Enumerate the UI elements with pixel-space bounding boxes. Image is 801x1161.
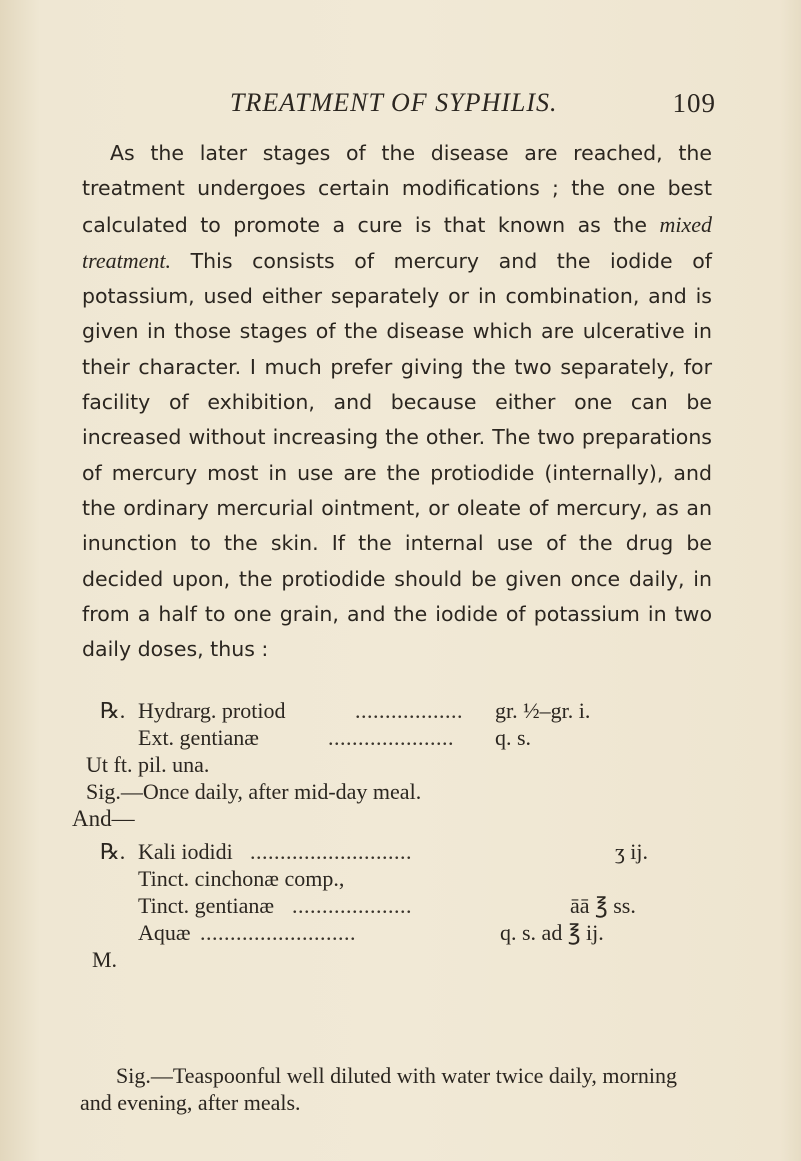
rx1-line-4	[86, 778, 710, 805]
page-number: 109	[672, 88, 716, 118]
rx2-leader-3: ....................	[292, 893, 412, 918]
rx2-leader-1: ...........................	[250, 839, 412, 864]
rx-symbol: ℞.	[100, 698, 126, 723]
main-paragraph	[82, 136, 712, 667]
rx2-sig	[80, 1062, 712, 1116]
rx2-drug-2: Tinct. cinchonæ comp.,	[138, 866, 345, 891]
rx1-drug-2: Ext. gentianæ	[138, 725, 259, 750]
rx2-line-5	[92, 946, 710, 973]
rx1-drug-1: Hydrarg. protiod	[138, 698, 286, 723]
rx2-line-2	[100, 865, 710, 892]
rx2-leader-4: ..........................	[200, 920, 356, 945]
rx2-drug-4: Aquæ	[138, 920, 191, 945]
rx1-instruction: Ut ft. pil. una.	[86, 752, 210, 777]
prescription-block	[72, 697, 710, 973]
rx2-line-4	[100, 919, 710, 946]
rx2-line-3	[100, 892, 710, 919]
rx2-misce: M.	[92, 947, 118, 972]
rx1-leader-1: ..................	[355, 698, 463, 723]
rx2-dose-4: q. s. ad ℥ ij.	[500, 920, 604, 945]
paragraph-emphasis: mixed treatment.	[82, 211, 712, 273]
rx2-dose-3: āā ℥ ss.	[570, 893, 636, 918]
rx1-line-2	[100, 724, 710, 751]
rx2-sig-text: Sig.—Teaspoonful well diluted with water twice daily, morning and evening, after meals.	[80, 1063, 677, 1115]
rx1-sig: Sig.—Once daily, after mid-day meal.	[86, 779, 422, 804]
rx1-leader-2: .....................	[328, 725, 454, 750]
paragraph-part-1: As the later stages of the disease are reached, the treatment undergoes certain modifications ; the one best calculated to promote a cure is that known as the	[82, 141, 712, 237]
rx1-dose-1: gr. ½–gr. i.	[495, 698, 591, 723]
connector-line	[72, 805, 710, 832]
rx1-dose-2: q. s.	[495, 725, 532, 750]
rx-symbol: ℞.	[100, 839, 126, 864]
rx2-line-1	[100, 838, 710, 865]
rx2-dose-1: ʒ ij.	[615, 839, 648, 864]
connector-and: And—	[72, 806, 135, 831]
running-title: TREATMENT OF SYPHILIS.	[230, 88, 558, 117]
rx1-line-1	[100, 697, 710, 724]
rx2-drug-3: Tinct. gentianæ	[138, 893, 275, 918]
paragraph-part-2: This consists of mercury and the iodide of potassium, used either separately or in combination, and is given in those stages of the disease which are ulcerative in their character. I much prefer giving the two separately, for facility of exhibition, and because either one can be increased without increasing the other. The two preparations of mercury most in use are the protiodide (internally), and the ordinary mercurial ointment, or oleate of mercury, as an inunction to the skin. If the internal use of the drug be decided upon, the protiodide should be given once daily, in from a half to one grain, and the iodide of potassium in two daily doses, thus :	[82, 248, 712, 662]
rx2-drug-1: Kali iodidi	[138, 839, 233, 864]
rx1-line-3	[86, 751, 710, 778]
